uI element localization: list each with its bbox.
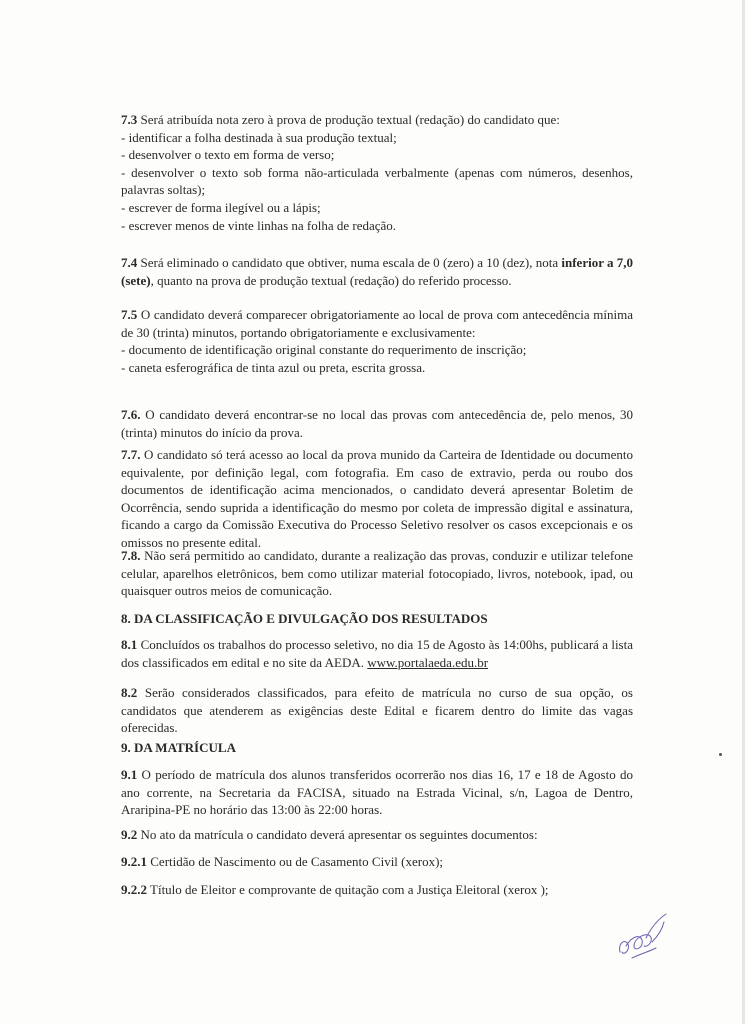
- heading-section-9: 9. DA MATRÍCULA: [121, 740, 236, 755]
- section-7-7: [121, 446, 633, 552]
- section-bold-text: inferior a 7,0 (sete): [121, 255, 634, 288]
- section-number: 9.1: [121, 767, 138, 782]
- list-item: - desenvolver o texto em forma de verso;: [121, 147, 335, 163]
- section-number: 9.2.2: [121, 882, 147, 897]
- section-number: 7.3: [121, 112, 138, 127]
- list-item: - escrever de forma ilegível ou a lápis;: [121, 199, 321, 215]
- section-text: O candidato deverá encontrar-se no local das provas com antecedência de, pelo menos, 30 (trinta) minutos do início da prova.: [121, 407, 633, 440]
- section-text: O candidato deverá comparecer obrigatoriamente ao local de prova com antecedência mínima de 30 (trinta) minutos, portando obrigatoriamente e exclusivamente:: [121, 307, 633, 340]
- list-item: - caneta esferográfica de tinta azul ou preta, escrita grossa.: [121, 359, 426, 375]
- website-link[interactable]: www.portalaeda.edu.br: [367, 654, 489, 670]
- section-9-2: [121, 826, 633, 844]
- section-text: Concluídos os trabalhos do processo seletivo, no dia 15 de Agosto às 14:00hs, publicará a lista dos classificados em edital e no site da AEDA.: [121, 637, 633, 670]
- heading-section-8: 8. DA CLASSIFICAÇÃO E DIVULGAÇÃO DOS RESULTADOS: [121, 611, 488, 626]
- section-8-1: [121, 636, 633, 671]
- section-9-2-1: [121, 853, 633, 871]
- section-7-5: [121, 306, 633, 376]
- list-item: - documento de identificação original constante do requerimento de inscrição;: [121, 342, 527, 358]
- section-8-2: [121, 684, 633, 737]
- section-7-6: [121, 406, 633, 441]
- section-7-3: [121, 111, 633, 234]
- list-item: - identificar a folha destinada à sua produção textual;: [121, 129, 397, 145]
- section-text: Não será permitido ao candidato, durante a realização das provas, conduzir e utilizar telefone celular, aparelhos eletrônicos, bem como utilizar material fotocopiado, livros, notebook, ipad, ou quaisquer outros meios de comunicação.: [121, 548, 633, 599]
- list-item: - desenvolver o texto sob forma não-articulada verbalmente (apenas com números, desenhos, palavras soltas);: [121, 164, 633, 198]
- section-text: Será atribuída nota zero à prova de produção textual (redação) do candidato que:: [137, 112, 560, 127]
- section-text: , quanto na prova de produção textual (redação) do referido processo.: [150, 272, 512, 288]
- section-text: No ato da matrícula o candidato deverá apresentar os seguintes documentos:: [137, 827, 538, 842]
- section-number: 7.6.: [121, 407, 141, 422]
- ink-speck: [719, 753, 722, 756]
- section-7-8: [121, 547, 633, 600]
- section-9-1: [121, 766, 633, 819]
- section-text: Título de Eleitor e comprovante de quitação com a Justiça Eleitoral (xerox );: [147, 882, 549, 897]
- section-number: 7.5: [121, 307, 138, 322]
- section-text: O candidato só terá acesso ao local da prova munido da Carteira de Identidade ou documento equivalente, por definição legal, com fotografia. Em caso de extravio, perda ou roubo dos documentos de identificação acima mencionados, o candidato deverá apresentar Boletim de Ocorrência, sendo suprida a identificação do mesmo por coleta de impressão digital e assinatura, ficando a cargo da Comissão Executiva do Processo Seletivo resolver os casos excepcionais e os omissos no presente edital.: [121, 447, 633, 550]
- section-number: 7.4: [121, 255, 138, 270]
- section-number: 9.2.1: [121, 854, 147, 869]
- section-text: Serão considerados classificados, para efeito de matrícula no curso de sua opção, os candidatos que atenderem as exigências deste Edital e ficarem dentro do limite das vagas oferecidas.: [121, 685, 633, 736]
- section-number: 8.1: [121, 637, 138, 652]
- section-7-4: [121, 254, 633, 289]
- section-9-2-2: [121, 881, 633, 899]
- section-number: 7.7.: [121, 447, 141, 462]
- handwritten-initials-signature: [612, 908, 672, 966]
- section-number: 8.2: [121, 685, 138, 700]
- section-text: Certidão de Nascimento ou de Casamento Civil (xerox);: [147, 854, 444, 869]
- section-number: 7.8.: [121, 548, 141, 563]
- section-number: 9.2: [121, 827, 138, 842]
- section-text: O período de matrícula dos alunos transferidos ocorrerão nos dias 16, 17 e 18 de Agosto do ano corrente, na Secretaria da FACISA, situado na Estrada Vicinal, s/n, Lagoa de Dentro, Araripina-PE no horário das 13:00 às 22:00 horas.: [121, 767, 633, 818]
- section-text: Será eliminado o candidato que obtiver, numa escala de 0 (zero) a 10 (dez), nota: [137, 255, 562, 270]
- section-7-3-intro: [121, 111, 633, 129]
- list-item: - escrever menos de vinte linhas na folha de redação.: [121, 217, 397, 233]
